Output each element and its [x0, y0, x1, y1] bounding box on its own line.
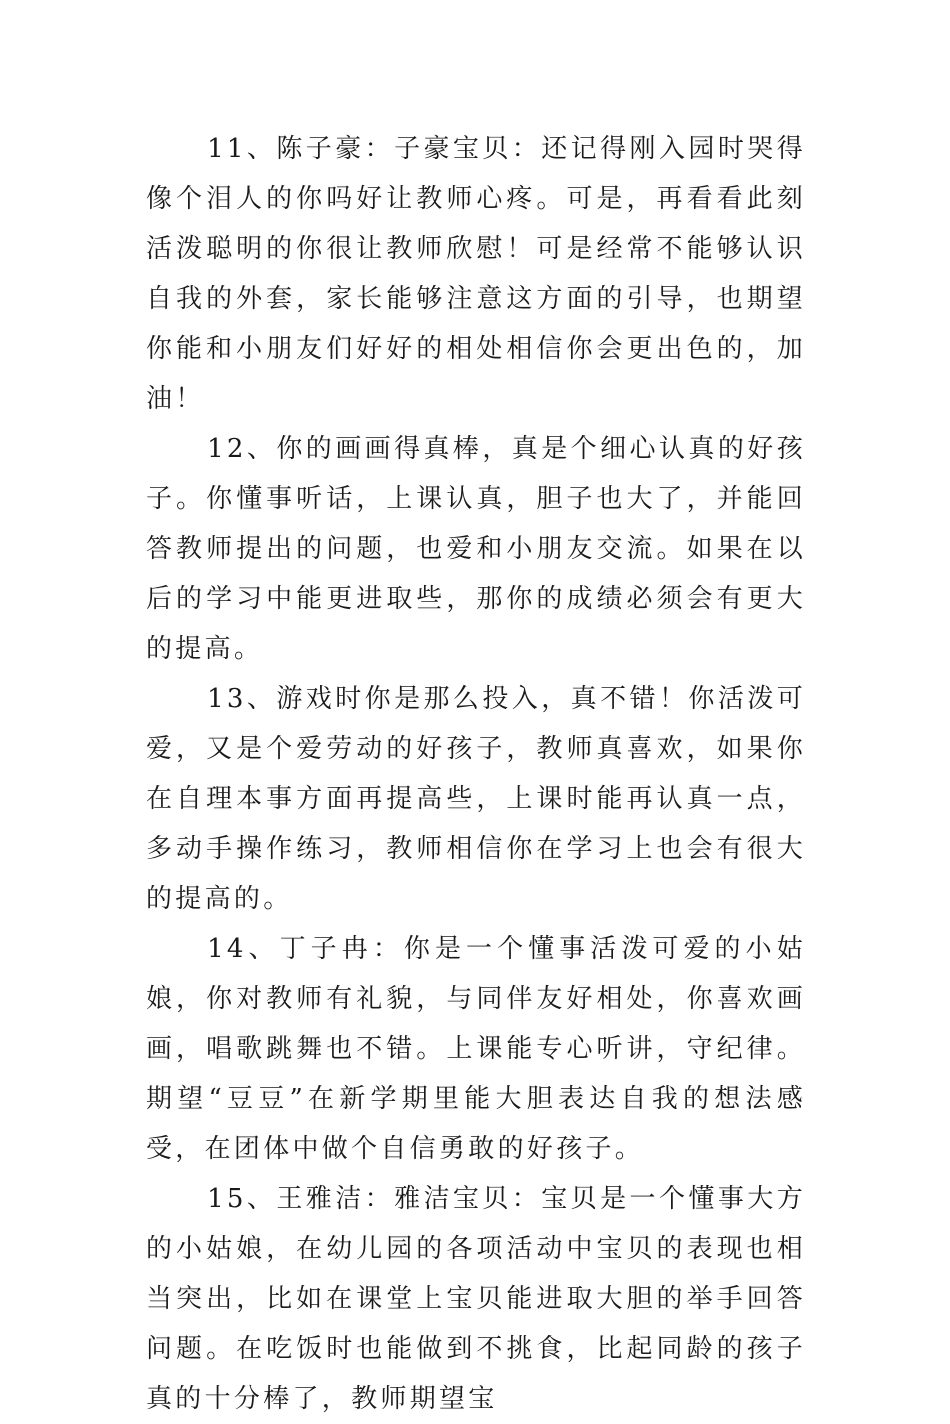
- paragraph-12: 12、你的画画得真棒，真是个细心认真的好孩子。你懂事听话，上课认真，胆子也大了，并能回答教师提出的问题，也爱和小朋友交流。如果在以后的学习中能更进取些，那你的成绩必须会有更大的提高。: [146, 434, 806, 664]
- paragraph-14: 14、丁子冉：你是一个懂事活泼可爱的小姑娘，你对教师有礼貌，与同伴友好相处，你喜欢画画，唱歌跳舞也不错。上课能专心听讲，守纪律。期望“豆豆”在新学期里能大胆表达自我的想法感受，在团体中做个自信勇敢的好孩子。: [146, 934, 806, 1164]
- paragraph-11: 11、陈子豪：子豪宝贝：还记得刚入园时哭得像个泪人的你吗好让教师心疼。可是，再看看此刻活泼聪明的你很让教师欣慰！可是经常不能够认识自我的外套，家长能够注意这方面的引导，也期望你能和小朋友们好好的相处相信你会更出色的，加油！: [146, 134, 806, 414]
- paragraph-13: 13、游戏时你是那么投入，真不错！你活泼可爱，又是个爱劳动的好孩子，教师真喜欢，如果你在自理本事方面再提高些，上课时能再认真一点，多动手操作练习，教师相信你在学习上也会有很大的提高的。: [146, 684, 806, 914]
- document-body: [146, 124, 806, 1424]
- paragraph-15: 15、王雅洁：雅洁宝贝：宝贝是一个懂事大方的小姑娘，在幼儿园的各项活动中宝贝的表现也相当突出，比如在课堂上宝贝能进取大胆的举手回答问题。在吃饭时也能做到不挑食，比起同龄的孩子真的十分棒了，教师期望宝: [146, 1184, 806, 1414]
